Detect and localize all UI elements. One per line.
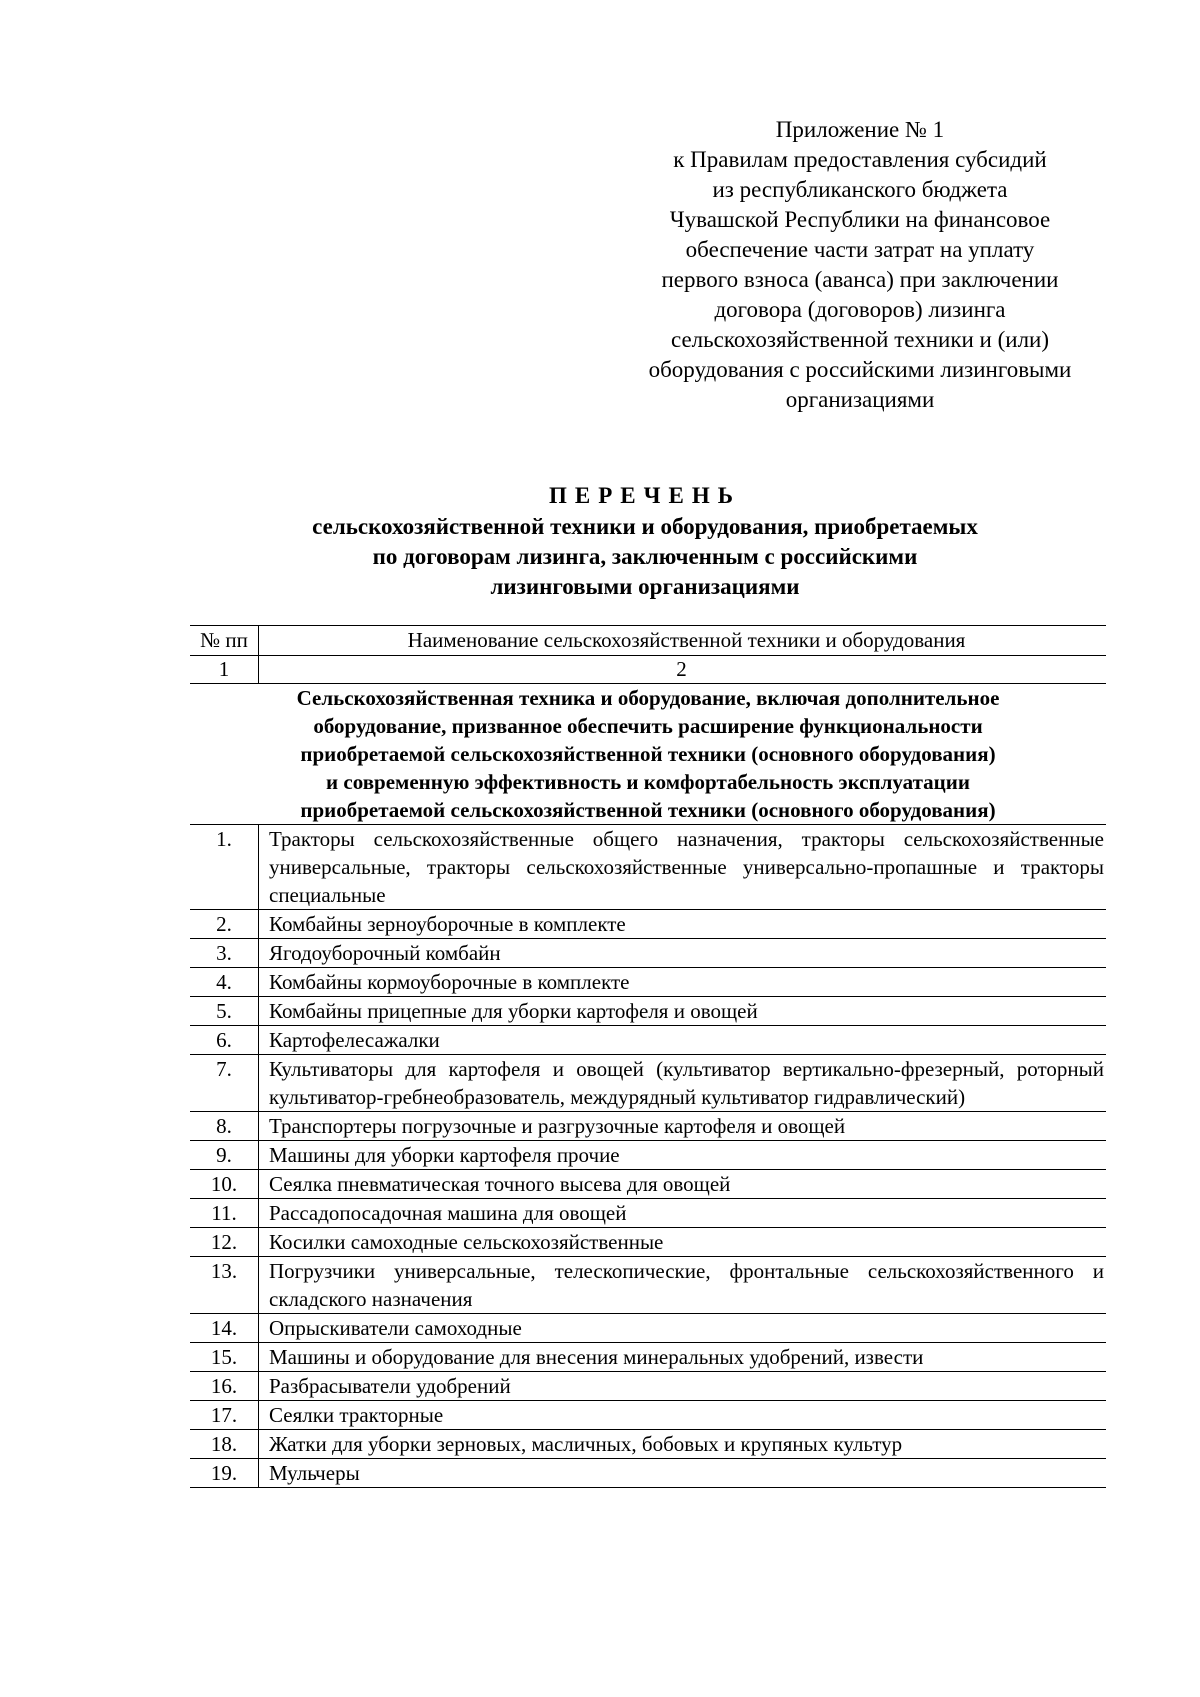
table-row [190, 1257, 1106, 1314]
table-body [190, 626, 1106, 1488]
title-main: ПЕРЕЧЕНЬ [549, 483, 741, 508]
table-header-row [190, 626, 1106, 656]
header-num-cell: № пп [190, 626, 259, 656]
appendix-line: из республиканского бюджета [712, 177, 1008, 202]
appendix-line: организациями [785, 387, 935, 412]
title-subline: лизинговыми организациями [490, 574, 800, 599]
section-line: приобретаемой сельскохозяйственной техники (основного оборудования) [300, 742, 996, 766]
row-number-cell: 19. [190, 1459, 259, 1488]
section-line: приобретаемой сельскохозяйственной техники (основного оборудования) [300, 798, 996, 822]
row-number-cell: 5. [190, 997, 259, 1026]
table-row [190, 1026, 1106, 1055]
row-name-cell: Опрыскиватели самоходные [259, 1314, 1107, 1343]
row-name-cell: Рассадопосадочная машина для овощей [259, 1199, 1107, 1228]
row-number-cell: 3. [190, 939, 259, 968]
row-name-cell: Разбрасыватели удобрений [259, 1372, 1107, 1401]
table-row [190, 1228, 1106, 1257]
row-name-cell: Культиваторы для картофеля и овощей (культиватор вертикально-фрезерный, роторный культиватор-гребнеобразователь, междурядный культиватор гидравлический) [259, 1055, 1107, 1112]
table-row [190, 1372, 1106, 1401]
table-row [190, 825, 1106, 910]
table-row [190, 1343, 1106, 1372]
header-name-cell: Наименование сельскохозяйственной техники и оборудования [259, 626, 1107, 656]
row-name-cell: Машины и оборудование для внесения минеральных удобрений, извести [259, 1343, 1107, 1372]
row-name-cell: Тракторы сельскохозяйственные общего назначения, тракторы сельскохозяйственные универсальные, тракторы сельскохозяйственные универсально-пропашные и тракторы специальные [259, 825, 1107, 910]
title-subline: сельскохозяйственной техники и оборудования, приобретаемых [312, 514, 978, 539]
row-number-cell: 13. [190, 1257, 259, 1314]
section-line: и современную эффективность и комфортабельность эксплуатации [326, 770, 970, 794]
row-number-cell: 2. [190, 910, 259, 939]
row-name-cell: Транспортеры погрузочные и разгрузочные картофеля и овощей [259, 1112, 1107, 1141]
equipment-table [190, 625, 1106, 1488]
appendix-line: сельскохозяйственной техники и (или) [670, 327, 1050, 352]
section-line: Сельскохозяйственная техника и оборудование, включая дополнительное [296, 686, 1000, 710]
row-number-cell: 18. [190, 1430, 259, 1459]
row-number-cell: 6. [190, 1026, 259, 1055]
row-name-cell: Комбайны зерноуборочные в комплекте [259, 910, 1107, 939]
table-row [190, 1055, 1106, 1112]
table-row [190, 1401, 1106, 1430]
table-row [190, 1459, 1106, 1488]
table-row [190, 1170, 1106, 1199]
table-row [190, 1199, 1106, 1228]
column-number-2: 2 [259, 656, 1107, 684]
row-number-cell: 8. [190, 1112, 259, 1141]
appendix-line: оборудования с российскими лизинговыми [648, 357, 1072, 382]
appendix-line: договора (договоров) лизинга [714, 297, 1006, 322]
table-row [190, 968, 1106, 997]
row-number-cell: 16. [190, 1372, 259, 1401]
column-number-row [190, 656, 1106, 684]
appendix-line: к Правилам предоставления субсидий [673, 147, 1047, 172]
table-row [190, 1112, 1106, 1141]
appendix-line: Приложение № 1 [775, 117, 945, 142]
row-number-cell: 17. [190, 1401, 259, 1430]
document-title [190, 480, 1100, 602]
section-header-row [190, 684, 1106, 825]
appendix-header [600, 115, 1120, 415]
row-number-cell: 9. [190, 1141, 259, 1170]
table-row [190, 1314, 1106, 1343]
row-number-cell: 7. [190, 1055, 259, 1112]
row-name-cell: Комбайны прицепные для уборки картофеля и овощей [259, 997, 1107, 1026]
row-name-cell: Картофелесажалки [259, 1026, 1107, 1055]
title-subline: по договорам лизинга, заключенным с российскими [372, 544, 918, 569]
row-name-cell: Машины для уборки картофеля прочие [259, 1141, 1107, 1170]
row-name-cell: Косилки самоходные сельскохозяйственные [259, 1228, 1107, 1257]
row-number-cell: 11. [190, 1199, 259, 1228]
row-number-cell: 10. [190, 1170, 259, 1199]
row-number-cell: 1. [190, 825, 259, 910]
row-name-cell: Ягодоуборочный комбайн [259, 939, 1107, 968]
appendix-line: обеспечение части затрат на уплату [685, 237, 1035, 262]
appendix-line: Чувашской Республики на финансовое [669, 207, 1051, 232]
row-number-cell: 15. [190, 1343, 259, 1372]
table-row [190, 1141, 1106, 1170]
row-number-cell: 4. [190, 968, 259, 997]
table-row [190, 910, 1106, 939]
table-row [190, 1430, 1106, 1459]
row-name-cell: Сеялки тракторные [259, 1401, 1107, 1430]
table-row [190, 939, 1106, 968]
row-name-cell: Мульчеры [259, 1459, 1107, 1488]
row-name-cell: Погрузчики универсальные, телескопические, фронтальные сельскохозяйственного и складского назначения [259, 1257, 1107, 1314]
section-header-cell [190, 684, 1106, 825]
row-name-cell: Сеялка пневматическая точного высева для овощей [259, 1170, 1107, 1199]
row-name-cell: Жатки для уборки зерновых, масличных, бобовых и крупяных культур [259, 1430, 1107, 1459]
table-row [190, 997, 1106, 1026]
row-number-cell: 14. [190, 1314, 259, 1343]
row-name-cell: Комбайны кормоуборочные в комплекте [259, 968, 1107, 997]
row-number-cell: 12. [190, 1228, 259, 1257]
column-number-1: 1 [190, 656, 259, 684]
appendix-line: первого взноса (аванса) при заключении [661, 267, 1059, 292]
section-line: оборудование, призванное обеспечить расширение функциональности [313, 714, 983, 738]
